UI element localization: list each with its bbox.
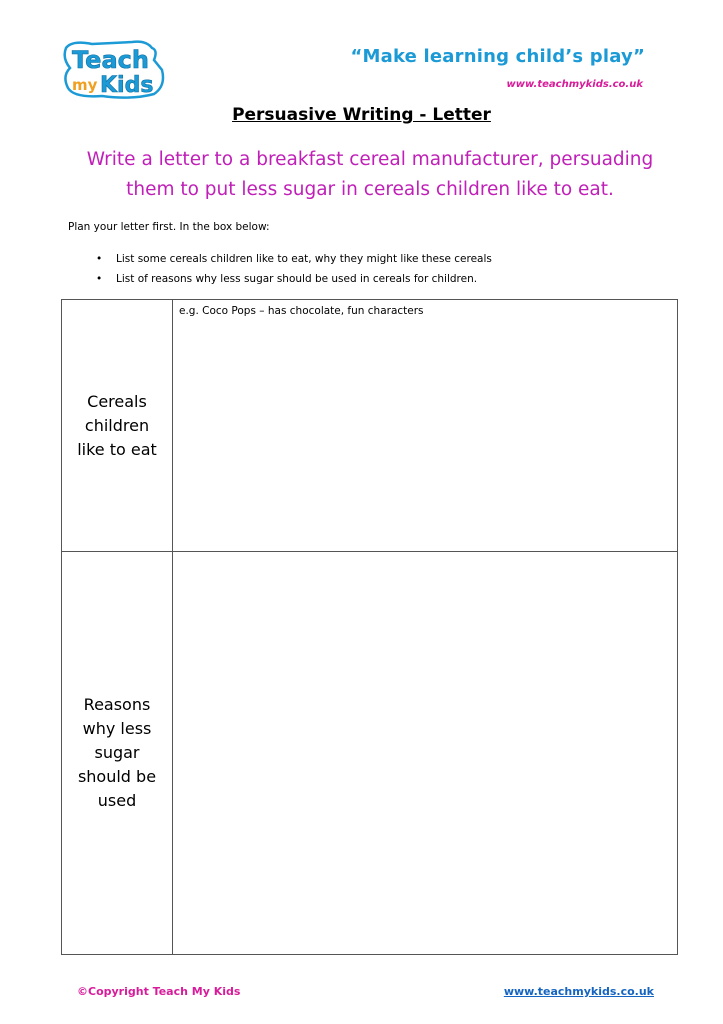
logo-my-text: my <box>72 76 98 94</box>
row-label-cell <box>62 300 173 551</box>
answer-box-cereals[interactable] <box>173 300 677 551</box>
row-label-cell <box>62 552 173 954</box>
page-title: Persuasive Writing - Letter <box>232 105 491 125</box>
instruction-line-2: them to put less sugar in cereals children like to eat. <box>126 179 614 200</box>
bullet-icon: • <box>96 273 103 285</box>
example-text: e.g. Coco Pops – has chocolate, fun characters <box>179 305 424 317</box>
header-website: www.teachmykids.co.uk <box>506 79 643 90</box>
bullet-list <box>96 251 492 291</box>
footer-link[interactable]: www.teachmykids.co.uk <box>503 985 654 998</box>
logo-kids-text: Kids <box>100 73 154 98</box>
teach-my-kids-logo <box>62 40 166 100</box>
logo-graphic <box>62 40 166 100</box>
instruction-line-1: Write a letter to a breakfast cereal manufacturer, persuading <box>86 149 654 170</box>
tagline: “Make learning child’s play” <box>350 46 645 67</box>
table-row-reasons <box>62 552 677 954</box>
table-row-cereals <box>62 300 677 552</box>
plan-instruction: Plan your letter first. In the box below: <box>68 221 270 233</box>
answer-box-reasons[interactable] <box>173 552 677 954</box>
task-instruction <box>60 145 680 205</box>
list-item: • List of reasons why less sugar should be used in cereals for children. <box>96 273 478 285</box>
row-label: Cereals children like to eat <box>77 391 157 459</box>
list-item: • List some cereals children like to eat, why they might like these cereals <box>96 253 492 265</box>
row-label: Reasons why less sugar should be used <box>77 695 157 810</box>
bullet-icon: • <box>96 253 103 265</box>
planning-table <box>61 299 678 955</box>
footer-copyright: ©Copyright Teach My Kids <box>77 985 241 998</box>
logo-teach-text: Teach <box>72 46 149 74</box>
